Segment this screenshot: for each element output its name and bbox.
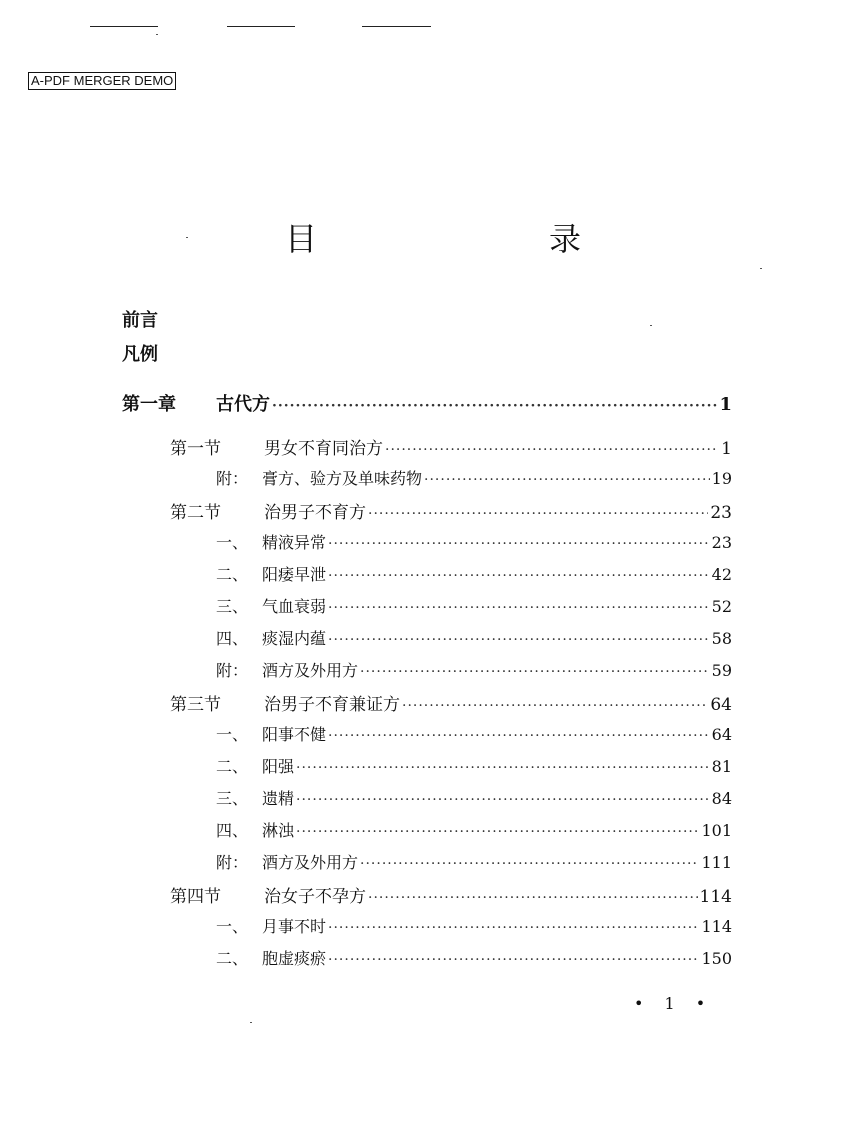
toc-leader-dots bbox=[328, 952, 699, 968]
toc-item-row bbox=[216, 658, 732, 681]
toc-leader-dots bbox=[328, 632, 710, 648]
toc-leader-dots bbox=[328, 600, 710, 616]
toc-page-number: 42 bbox=[711, 565, 732, 584]
toc-entry-label bbox=[170, 882, 366, 907]
toc-item-row bbox=[216, 562, 732, 585]
toc-page-number: 23 bbox=[710, 503, 732, 523]
toc-entry-label bbox=[170, 434, 383, 459]
toc-entry-number: 第三节 bbox=[170, 695, 221, 715]
front-matter-conventions: 凡例 bbox=[122, 344, 158, 365]
toc-entry-label bbox=[170, 498, 366, 523]
toc-entry-title: 胞虚痰瘀 bbox=[262, 949, 327, 968]
toc-page-number: 52 bbox=[711, 597, 732, 616]
toc-entry-label bbox=[216, 754, 294, 777]
toc-entry-number: 第二节 bbox=[170, 503, 221, 523]
toc-item-row bbox=[216, 754, 732, 777]
toc-leader-dots bbox=[402, 698, 708, 714]
watermark: A-PDF MERGER DEMO bbox=[28, 72, 176, 90]
toc-entry-label bbox=[216, 722, 326, 745]
toc-leader-dots bbox=[385, 442, 718, 458]
toc-entry-label bbox=[122, 390, 270, 416]
toc-item-row bbox=[216, 466, 732, 489]
top-rule-3 bbox=[362, 26, 431, 27]
toc-entry-number: 第一章 bbox=[122, 394, 176, 415]
toc-item-row bbox=[216, 530, 732, 553]
toc-item-row bbox=[216, 722, 732, 745]
toc-entry-label bbox=[216, 530, 326, 553]
toc-entry-number: 一、 bbox=[216, 725, 249, 744]
toc-item-row bbox=[216, 850, 732, 873]
toc-leader-dots bbox=[296, 760, 710, 776]
toc-page-number: 19 bbox=[711, 469, 732, 488]
toc-entry-label bbox=[216, 786, 294, 809]
toc-entry-label bbox=[216, 626, 326, 649]
toc-page-number: 1 bbox=[721, 439, 732, 459]
toc-leader-dots bbox=[424, 472, 710, 488]
top-rule-1 bbox=[90, 26, 158, 27]
toc-entry-title: 男女不育同治方 bbox=[264, 439, 383, 459]
toc-entry-label bbox=[216, 594, 326, 617]
toc-page-number: 101 bbox=[701, 821, 732, 840]
toc-page-number: 23 bbox=[711, 533, 732, 552]
toc-entry-number: 附： bbox=[216, 661, 249, 680]
toc-entry-label bbox=[216, 914, 326, 937]
toc-entry-title: 淋浊 bbox=[262, 821, 295, 840]
toc-entry-number: 第一节 bbox=[170, 439, 221, 459]
toc-entry-title: 酒方及外用方 bbox=[262, 661, 359, 680]
toc-leader-dots bbox=[328, 568, 710, 584]
toc-entry-title: 痰湿内蕴 bbox=[262, 629, 327, 648]
toc-page-number: 84 bbox=[711, 789, 732, 808]
toc-entry-label bbox=[216, 818, 294, 841]
toc-entry-number: 四、 bbox=[216, 821, 249, 840]
toc-chapter-row bbox=[122, 390, 732, 416]
toc-leader-dots bbox=[296, 824, 699, 840]
toc-entry-title: 阳痿早泄 bbox=[262, 565, 327, 584]
toc-page-number: 1 bbox=[719, 394, 732, 415]
scan-speck bbox=[156, 34, 158, 35]
page-number-footer: • 1 • bbox=[634, 994, 714, 1013]
toc-item-row bbox=[216, 818, 732, 841]
toc-leader-dots bbox=[328, 536, 710, 552]
scan-speck bbox=[650, 325, 652, 326]
toc-item-row bbox=[216, 594, 732, 617]
toc-entry-title: 阳事不健 bbox=[262, 725, 327, 744]
toc-page-number: 114 bbox=[699, 887, 732, 907]
toc-leader-dots bbox=[360, 856, 699, 872]
toc-item-row bbox=[216, 914, 732, 937]
toc-entry-title: 治男子不育兼证方 bbox=[264, 695, 400, 715]
toc-entry-number: 一、 bbox=[216, 533, 249, 552]
toc-section-row bbox=[170, 434, 732, 459]
toc-entry-label bbox=[216, 658, 358, 681]
toc-entry-label bbox=[216, 850, 358, 873]
front-matter-preface: 前言 bbox=[122, 310, 158, 331]
toc-page-number: 114 bbox=[701, 917, 732, 936]
toc-entry-title: 精液异常 bbox=[262, 533, 327, 552]
scan-speck bbox=[186, 237, 188, 238]
toc-leader-dots bbox=[368, 506, 708, 522]
toc-page-number: 59 bbox=[711, 661, 732, 680]
toc-entry-label bbox=[216, 946, 326, 969]
toc-item-row bbox=[216, 946, 732, 969]
toc-page-number: 150 bbox=[701, 949, 732, 968]
toc-section-row bbox=[170, 498, 732, 523]
toc-entry-title: 酒方及外用方 bbox=[262, 853, 359, 872]
toc-entry-label bbox=[216, 562, 326, 585]
toc-page-number: 111 bbox=[701, 853, 732, 872]
toc-page-number: 58 bbox=[711, 629, 732, 648]
toc-leader-dots bbox=[328, 728, 710, 744]
toc-entry-title: 膏方、验方及单味药物 bbox=[262, 469, 423, 488]
toc-leader-dots bbox=[368, 890, 698, 906]
page-title: 目 录 bbox=[284, 220, 637, 258]
toc-section-row bbox=[170, 882, 732, 907]
toc-entry-number: 二、 bbox=[216, 757, 249, 776]
toc-section-row bbox=[170, 690, 732, 715]
toc-entry-label bbox=[216, 466, 422, 489]
toc-item-row bbox=[216, 626, 732, 649]
toc-leader-dots bbox=[328, 920, 699, 936]
toc-page-number: 64 bbox=[710, 695, 732, 715]
toc-entry-title: 气血衰弱 bbox=[262, 597, 327, 616]
top-rule-2 bbox=[227, 26, 295, 27]
toc-entry-number: 附： bbox=[216, 469, 249, 488]
scan-speck bbox=[760, 268, 762, 269]
toc-item-row bbox=[216, 786, 732, 809]
toc-leader-dots bbox=[296, 792, 710, 808]
toc-entry-title: 治男子不育方 bbox=[264, 503, 366, 523]
toc-page-number: 81 bbox=[711, 757, 732, 776]
toc-entry-title: 治女子不孕方 bbox=[264, 887, 366, 907]
toc-entry-number: 二、 bbox=[216, 949, 249, 968]
toc-entry-title: 遗精 bbox=[262, 789, 295, 808]
toc-entry-number: 第四节 bbox=[170, 887, 221, 907]
toc-entry-label bbox=[170, 690, 400, 715]
toc-leader-dots bbox=[360, 664, 710, 680]
toc-leader-dots bbox=[272, 398, 717, 414]
toc-entry-number: 四、 bbox=[216, 629, 249, 648]
toc-entry-number: 二、 bbox=[216, 565, 249, 584]
toc-entry-number: 附： bbox=[216, 853, 249, 872]
scan-speck bbox=[250, 1022, 252, 1023]
toc-entry-title: 阳强 bbox=[262, 757, 295, 776]
toc-entry-number: 三、 bbox=[216, 597, 249, 616]
toc-entry-title: 古代方 bbox=[216, 394, 270, 415]
toc-entry-number: 三、 bbox=[216, 789, 249, 808]
toc-page-number: 64 bbox=[711, 725, 732, 744]
toc-entry-title: 月事不时 bbox=[262, 917, 327, 936]
toc-entry-number: 一、 bbox=[216, 917, 249, 936]
